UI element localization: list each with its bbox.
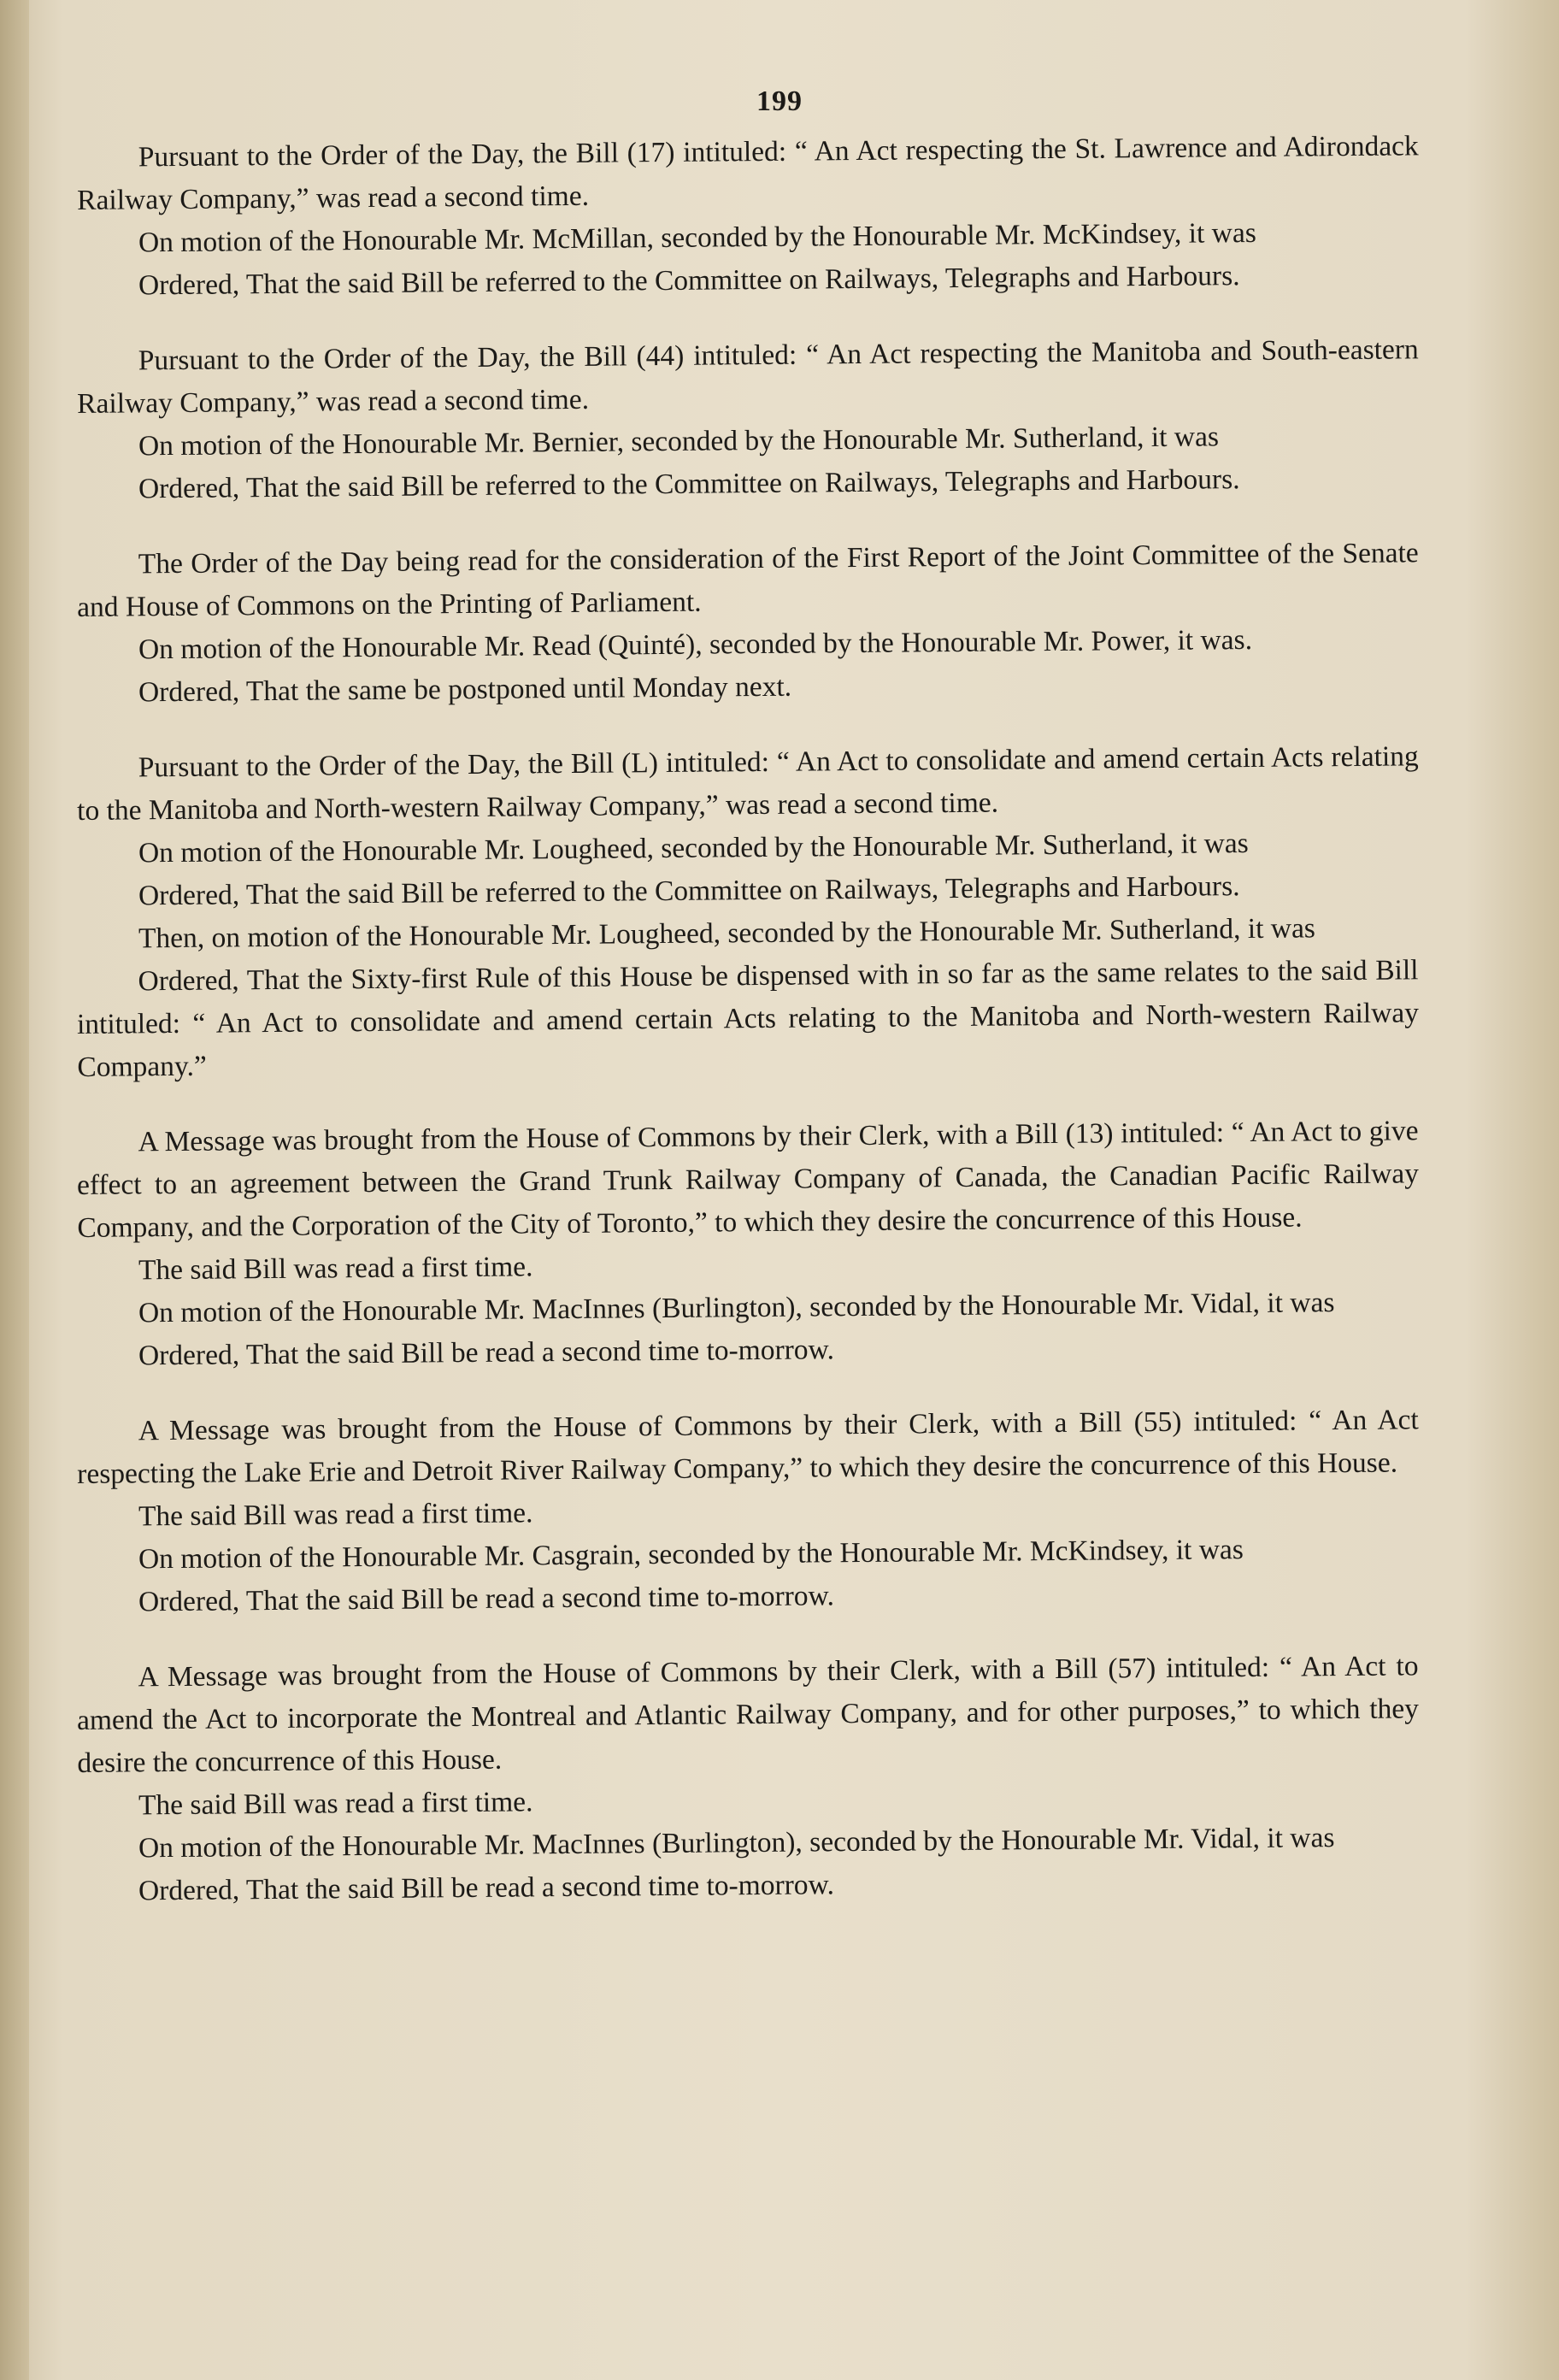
paragraph: Ordered, That the same be postponed until Monday next. bbox=[138, 670, 792, 709]
paragraph: On motion of the Honourable Mr. McMillan, seconded by the Honourable Mr. McKindsey, it was bbox=[138, 216, 1256, 259]
paragraph: On motion of the Honourable Mr. MacInnes (Burlington), seconded by the Honourable Mr. Vidal, it was bbox=[138, 1822, 1335, 1865]
paragraph: Pursuant to the Order of the Day, the Bill (L) intituled: “ An Act to consolidate and amend certain Acts relating to the Manitoba and North-western Railway Company,” was read a second time. bbox=[77, 740, 1419, 827]
paragraph: The Order of the Day being read for the consideration of the First Report of the Joint Committee of the Senate and House of Commons on the Printing of Parliament. bbox=[77, 537, 1419, 623]
paragraph: Ordered, That the said Bill be read a second time to-morrow. bbox=[138, 1869, 835, 1907]
entry-bill-l bbox=[76, 740, 1420, 1089]
paragraph: The said Bill was read a first time. bbox=[138, 1497, 533, 1533]
paragraph: On motion of the Honourable Mr. Lougheed, seconded by the Honourable Mr. Sutherland, it was bbox=[138, 828, 1249, 869]
paragraph: Then, on motion of the Honourable Mr. Lougheed, seconded by the Honourable Mr. Sutherland, it was bbox=[138, 912, 1316, 955]
paragraph: On motion of the Honourable Mr. Read (Quinté), seconded by the Honourable Mr. Power, it was. bbox=[138, 624, 1253, 666]
paragraph: Ordered, That the said Bill be referred to the Committee on Railways, Telegraphs and Harbours. bbox=[138, 463, 1240, 505]
paragraph: Ordered, That the said Bill be referred to the Committee on Railways, Telegraphs and Harbours. bbox=[138, 260, 1240, 302]
entry-bill-17 bbox=[77, 130, 1419, 308]
paragraph: A Message was brought from the House of Commons by their Clerk, with a Bill (57) intituled: “ An Act to amend the Act to incorporate the Montreal and Atlantic Railway Company, and for other purposes,” to which they desire the concurrence of this House. bbox=[76, 1650, 1420, 1779]
entry-bill-44 bbox=[77, 333, 1419, 511]
paragraph: The said Bill was read a first time. bbox=[138, 1251, 533, 1287]
paragraph: A Message was brought from the House of Commons by their Clerk, with a Bill (55) intituled: “ An Act respecting the Lake Erie and Detroit River Railway Company,” to which they desire the concurrence of this House. bbox=[77, 1404, 1419, 1490]
journal-text bbox=[76, 130, 1420, 1946]
paragraph: Ordered, That the said Bill be referred to the Committee on Railways, Telegraphs and Harbours. bbox=[138, 870, 1240, 912]
paragraph: Ordered, That the said Bill be read a second time to-morrow. bbox=[138, 1580, 835, 1618]
paragraph: On motion of the Honourable Mr. Bernier, seconded by the Honourable Mr. Sutherland, it was bbox=[138, 421, 1220, 462]
paragraph: On motion of the Honourable Mr. MacInnes (Burlington), seconded by the Honourable Mr. Vidal, it was bbox=[138, 1287, 1335, 1329]
paragraph: A Message was brought from the House of Commons by their Clerk, with a Bill (13) intituled: “ An Act to give effect to an agreement between the Grand Trunk Railway Company of Canada, the Canadian Pacific Railway Company, and the Corporation of the City of Toronto,” to which they desire the concurrence of this House. bbox=[76, 1115, 1420, 1244]
paragraph: Pursuant to the Order of the Day, the Bill (44) intituled: “ An Act respecting the Manitoba and South-eastern Railway Company,” was read a second time. bbox=[77, 333, 1419, 420]
page-number: 199 bbox=[756, 85, 803, 117]
paragraph: The said Bill was read a first time. bbox=[138, 1786, 533, 1822]
paragraph: Ordered, That the Sixty-first Rule of this House be dispensed with in so far as the same relates to the said Bill intituled: “ An Act to consolidate and amend certain Acts relating to the Manitoba and North-western Railway Company.” bbox=[76, 954, 1420, 1083]
entry-printing-report bbox=[77, 537, 1419, 715]
entry-bill-57 bbox=[76, 1650, 1420, 1913]
binding-edge bbox=[0, 0, 29, 2380]
entry-bill-55 bbox=[77, 1404, 1419, 1624]
paragraph: Pursuant to the Order of the Day, the Bill (17) intituled: “ An Act respecting the St. Lawrence and Adirondack Railway Company,” was read a second time. bbox=[77, 130, 1419, 216]
paragraph: Ordered, That the said Bill be read a second time to-morrow. bbox=[138, 1334, 835, 1372]
entry-bill-13 bbox=[76, 1115, 1420, 1378]
paragraph: On motion of the Honourable Mr. Casgrain, seconded by the Honourable Mr. McKindsey, it was bbox=[138, 1534, 1244, 1576]
